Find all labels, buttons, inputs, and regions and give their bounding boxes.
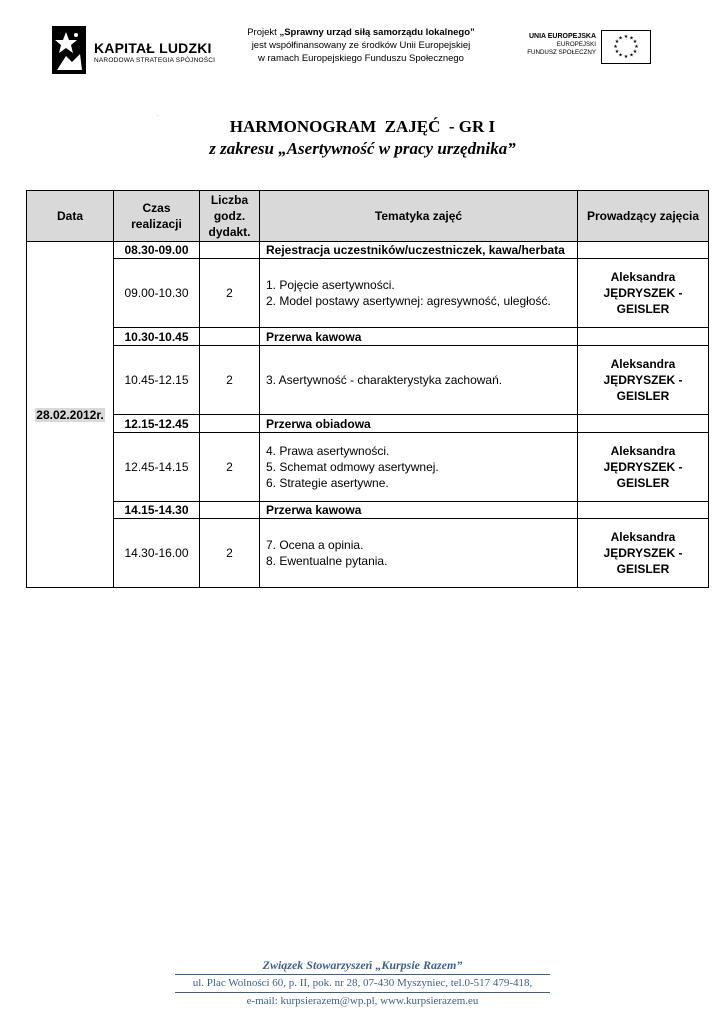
kapital-ludzki-subtitle: NARODOWA STRATEGIA SPÓJNOŚCI [94, 57, 216, 64]
session-date: 28.02.2012r. [36, 407, 104, 422]
project-line-3: w ramach Europejskiego Funduszu Społecznego [258, 53, 464, 64]
stray-dot: . [157, 112, 159, 118]
svg-text:★: ★ [623, 54, 629, 60]
topic-item: 1. Pojęcie asertywności. [266, 278, 395, 292]
eu-label-line-3: FUNDUSZ SPOŁECZNY [527, 49, 596, 56]
tutor-cell [578, 346, 709, 415]
time-cell: 12.15-12.45 [114, 415, 200, 433]
table-row [27, 502, 709, 519]
table-header-row [27, 191, 709, 242]
eu-label [522, 33, 596, 57]
header-hours: Liczba godz. dydakt. [200, 191, 260, 242]
footer-contact: e-mail: kurpsierazem@wp.pl, www.kurpsierazem.eu [246, 995, 479, 1007]
hours-cell [200, 502, 260, 519]
topic-item: 5. Schemat odmowy asertywnej. [266, 460, 439, 474]
hours-cell: 2 [200, 259, 260, 328]
break-topic-cell: Rejestracja uczestników/uczestniczek, kawa/herbata [260, 242, 578, 259]
eu-label-line-2: EUROPEJSKI [556, 41, 596, 48]
time-cell: 10.45-12.15 [114, 346, 200, 415]
hours-cell: 2 [200, 519, 260, 588]
table-row [27, 259, 709, 328]
topics-cell [260, 519, 578, 588]
tutor-first-name: Aleksandra [610, 270, 676, 284]
eu-flag-icon [601, 30, 651, 64]
tutor-first-name: Aleksandra [610, 530, 676, 544]
header-tutor: Prowadzący zajęcia [578, 191, 709, 242]
tutor-cell [578, 502, 709, 519]
topic-item: 2. Model postawy asertywnej: agresywność, uległość. [266, 294, 551, 308]
tutor-cell [578, 242, 709, 259]
hours-cell: 2 [200, 346, 260, 415]
page-title: HARMONOGRAM ZAJĘĆ - GR I [229, 117, 496, 136]
svg-text:★: ★ [613, 44, 618, 50]
topic-item: 4. Prawa asertywności. [266, 444, 390, 458]
topic-item: 7. Ocena a opinia. [266, 538, 364, 552]
tutor-cell [578, 415, 709, 433]
svg-text:★: ★ [618, 52, 623, 59]
tutor-cell [578, 433, 709, 502]
tutor-cell [578, 259, 709, 328]
hours-cell: 2 [200, 433, 260, 502]
tutor-last-name: JĘDRYSZEK - GEISLER [603, 546, 683, 576]
topic-item: 8. Ewentualne pytania. [266, 554, 388, 568]
tutor-last-name: JĘDRYSZEK - GEISLER [603, 373, 683, 403]
eu-stars-icon [602, 31, 650, 63]
table-row [27, 433, 709, 502]
header-time: Czas realizacji [114, 191, 200, 242]
svg-text:★: ★ [632, 39, 638, 45]
time-cell: 12.45-14.15 [114, 433, 200, 502]
topics-cell [260, 346, 578, 415]
break-topic-cell: Przerwa kawowa [260, 328, 578, 346]
footer-address: ul. Plac Wolności 60, p. II, pok. nr 28, 07-430 Myszyniec, tel.0-517 479-418, [175, 975, 550, 993]
tutor-cell [578, 328, 709, 346]
topics-cell [260, 259, 578, 328]
table-row [27, 242, 709, 259]
hours-cell [200, 242, 260, 259]
project-info [236, 26, 486, 65]
header-topics: Tematyka zajęć [260, 191, 578, 242]
svg-text:★: ★ [629, 52, 634, 59]
table-row [27, 519, 709, 588]
svg-text:★: ★ [618, 35, 623, 42]
svg-text:★: ★ [614, 39, 620, 45]
footer-organization: Związek Stowarzyszeń „Kurpsie Razem” [175, 956, 550, 975]
kapital-ludzki-name: KAPITAŁ LUDZKI [94, 40, 212, 56]
time-cell: 14.30-16.00 [114, 519, 200, 588]
svg-text:★: ★ [632, 49, 638, 55]
topic-item: 3. Asertywność - charakterystyka zachowań. [266, 373, 503, 387]
tutor-last-name: JĘDRYSZEK - GEISLER [603, 286, 683, 316]
schedule-table [26, 190, 709, 588]
table-row [27, 328, 709, 346]
eu-label-line-1: UNIA EUROPEJSKA [528, 33, 596, 40]
project-line-2: jest współfinansowany ze środków Unii Europejskiej [251, 40, 471, 51]
svg-text:★: ★ [614, 49, 620, 55]
page-subtitle: z zakresu „Asertywność w pracy urzędnika” [209, 139, 516, 158]
date-cell [27, 242, 114, 588]
tutor-cell [578, 519, 709, 588]
tutor-last-name: JĘDRYSZEK - GEISLER [603, 460, 683, 490]
project-name: „Sprawny urząd siłą samorządu lokalnego” [279, 27, 475, 38]
svg-text:★: ★ [629, 35, 634, 42]
hours-cell [200, 415, 260, 433]
table-row [27, 415, 709, 433]
break-topic-cell: Przerwa kawowa [260, 502, 578, 519]
kapital-ludzki-emblem-icon [52, 26, 86, 74]
time-cell: 14.15-14.30 [114, 502, 200, 519]
tutor-first-name: Aleksandra [610, 444, 676, 458]
svg-text:★: ★ [634, 44, 639, 50]
footer [175, 956, 550, 1010]
hours-cell [200, 328, 260, 346]
topic-item: 6. Strategie asertywne. [266, 476, 389, 490]
tutor-first-name: Aleksandra [610, 357, 676, 371]
time-cell: 08.30-09.00 [114, 242, 200, 259]
time-cell: 09.00-10.30 [114, 259, 200, 328]
header-date: Data [27, 191, 114, 242]
table-row [27, 346, 709, 415]
time-cell: 10.30-10.45 [114, 328, 200, 346]
svg-text:★: ★ [623, 34, 629, 40]
project-prefix: Projekt [247, 27, 280, 38]
break-topic-cell: Przerwa obiadowa [260, 415, 578, 433]
topics-cell [260, 433, 578, 502]
kapital-ludzki-logo [52, 26, 216, 74]
